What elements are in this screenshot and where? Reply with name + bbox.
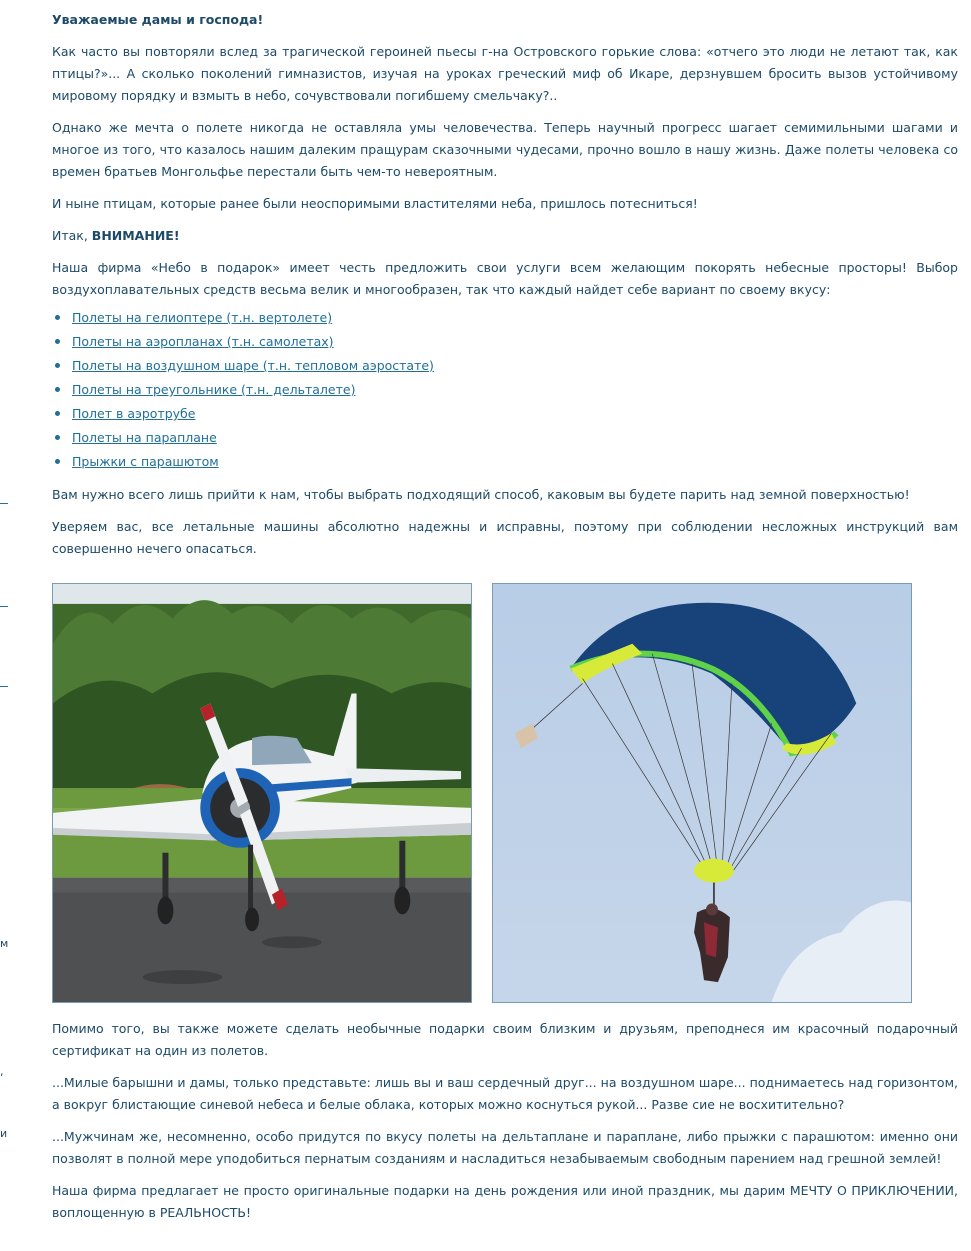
link-deltalet[interactable]: Полеты на треугольнике (т.н. дельталете) bbox=[72, 382, 356, 397]
link-helicopter[interactable]: Полеты на гелиоптере (т.н. вертолете) bbox=[72, 310, 333, 325]
sidebar-edge-text: м bbox=[0, 937, 9, 950]
birds-paragraph: И ныне птицам, которые ранее были неоспоримыми властителями неба, пришлось потесниться! bbox=[52, 196, 698, 211]
offer-paragraph: Наша фирма «Небо в подарок» имеет честь предложить свои услуги всем желающим покорять небесные просторы! Выбор воздухоплавательных средств весьма велик и многообразен, так что каждый найдет себе вариант по своему вкусу: bbox=[52, 260, 958, 297]
list-item bbox=[52, 307, 434, 331]
list-item bbox=[52, 427, 434, 451]
sidebar-edge-line bbox=[0, 606, 8, 607]
choose-paragraph: Вам нужно всего лишь прийти к нам, чтобы выбрать подходящий способ, каковым вы будете парить над земной поверхностью! bbox=[52, 487, 910, 502]
attention-prefix: Итак, bbox=[52, 228, 92, 243]
parachute-photo bbox=[492, 583, 912, 1003]
sidebar-edge-text: и bbox=[0, 1127, 8, 1140]
greeting-heading: Уважаемые дамы и господа! bbox=[52, 12, 264, 27]
list-item bbox=[52, 403, 434, 427]
attention-bold: ВНИМАНИЕ! bbox=[91, 228, 180, 243]
link-skydiving[interactable]: Прыжки с парашютом bbox=[72, 454, 219, 469]
list-item bbox=[52, 331, 434, 355]
men-paragraph: ...Мужчинам же, несомненно, особо придутся по вкусу полеты на дельтаплане и параплане, либо прыжки с парашютом: именно они позволят в полной мере уподобиться пернатым созданиям и насладиться незабываемым свободным парением над грешной землей! bbox=[52, 1129, 958, 1166]
link-airplane[interactable]: Полеты на аэропланах (т.н. самолетах) bbox=[72, 334, 334, 349]
list-item bbox=[52, 451, 434, 475]
list-item bbox=[52, 379, 434, 403]
link-paraglider[interactable]: Полеты на параплане bbox=[72, 430, 217, 445]
airplane-photo bbox=[52, 583, 472, 1003]
intro-paragraph: Как часто вы повторяли вслед за трагической героиней пьесы г-на Островского горькие слова: «отчего это люди не летают так, как птицы?»... А сколько поколений гимназистов, изучая на уроках греческий миф об Икаре, дерзнувшем бросить вызов устойчивому мировому порядку и взмыть в небо, сочувствовали погибшему смельчаку?.. bbox=[52, 44, 958, 103]
link-balloon[interactable]: Полеты на воздушном шаре (т.н. тепловом аэростате) bbox=[72, 358, 434, 373]
dream-paragraph: Однако же мечта о полете никогда не оставляла умы человечества. Теперь научный прогресс шагает семимильными шагами и многое из того, что казалось нашим далеким пращурам сказочными чудесами, прочно вошло в нашу жизнь. Даже полеты человека со времен братьев Монгольфье перестали быть чем-то невероятным. bbox=[52, 120, 958, 179]
list-item bbox=[52, 355, 434, 379]
sidebar-edge-text: , bbox=[0, 1065, 4, 1078]
ladies-paragraph: ...Милые барышни и дамы, только представьте: лишь вы и ваш сердечный друг... на воздушном шаре... поднимаетесь над горизонтом, а вокруг блистающие синевой небеса и белые облака, которых можно коснуться рукой... Разве сие не восхитительно? bbox=[52, 1075, 958, 1112]
sidebar-edge-line bbox=[0, 686, 8, 687]
gift-paragraph: Помимо того, вы также можете сделать необычные подарки своим близким и друзьям, преподнеся им красочный подарочный сертификат на один из полетов. bbox=[52, 1021, 958, 1058]
attention-line bbox=[52, 225, 958, 247]
services-list bbox=[52, 307, 434, 475]
closing-paragraph: Наша фирма предлагает не просто оригинальные подарки на день рождения или иной праздник, мы дарим МЕЧТУ О ПРИКЛЮЧЕНИИ, воплощенную в РЕАЛЬНОСТЬ! bbox=[52, 1183, 958, 1220]
sidebar-edge-line bbox=[0, 503, 8, 504]
safety-paragraph: Уверяем вас, все летальные машины абсолютно надежны и исправны, поэтому при соблюдении несложных инструкций вам совершенно нечего опасаться. bbox=[52, 519, 958, 556]
link-windtunnel[interactable]: Полет в аэротрубе bbox=[72, 406, 196, 421]
